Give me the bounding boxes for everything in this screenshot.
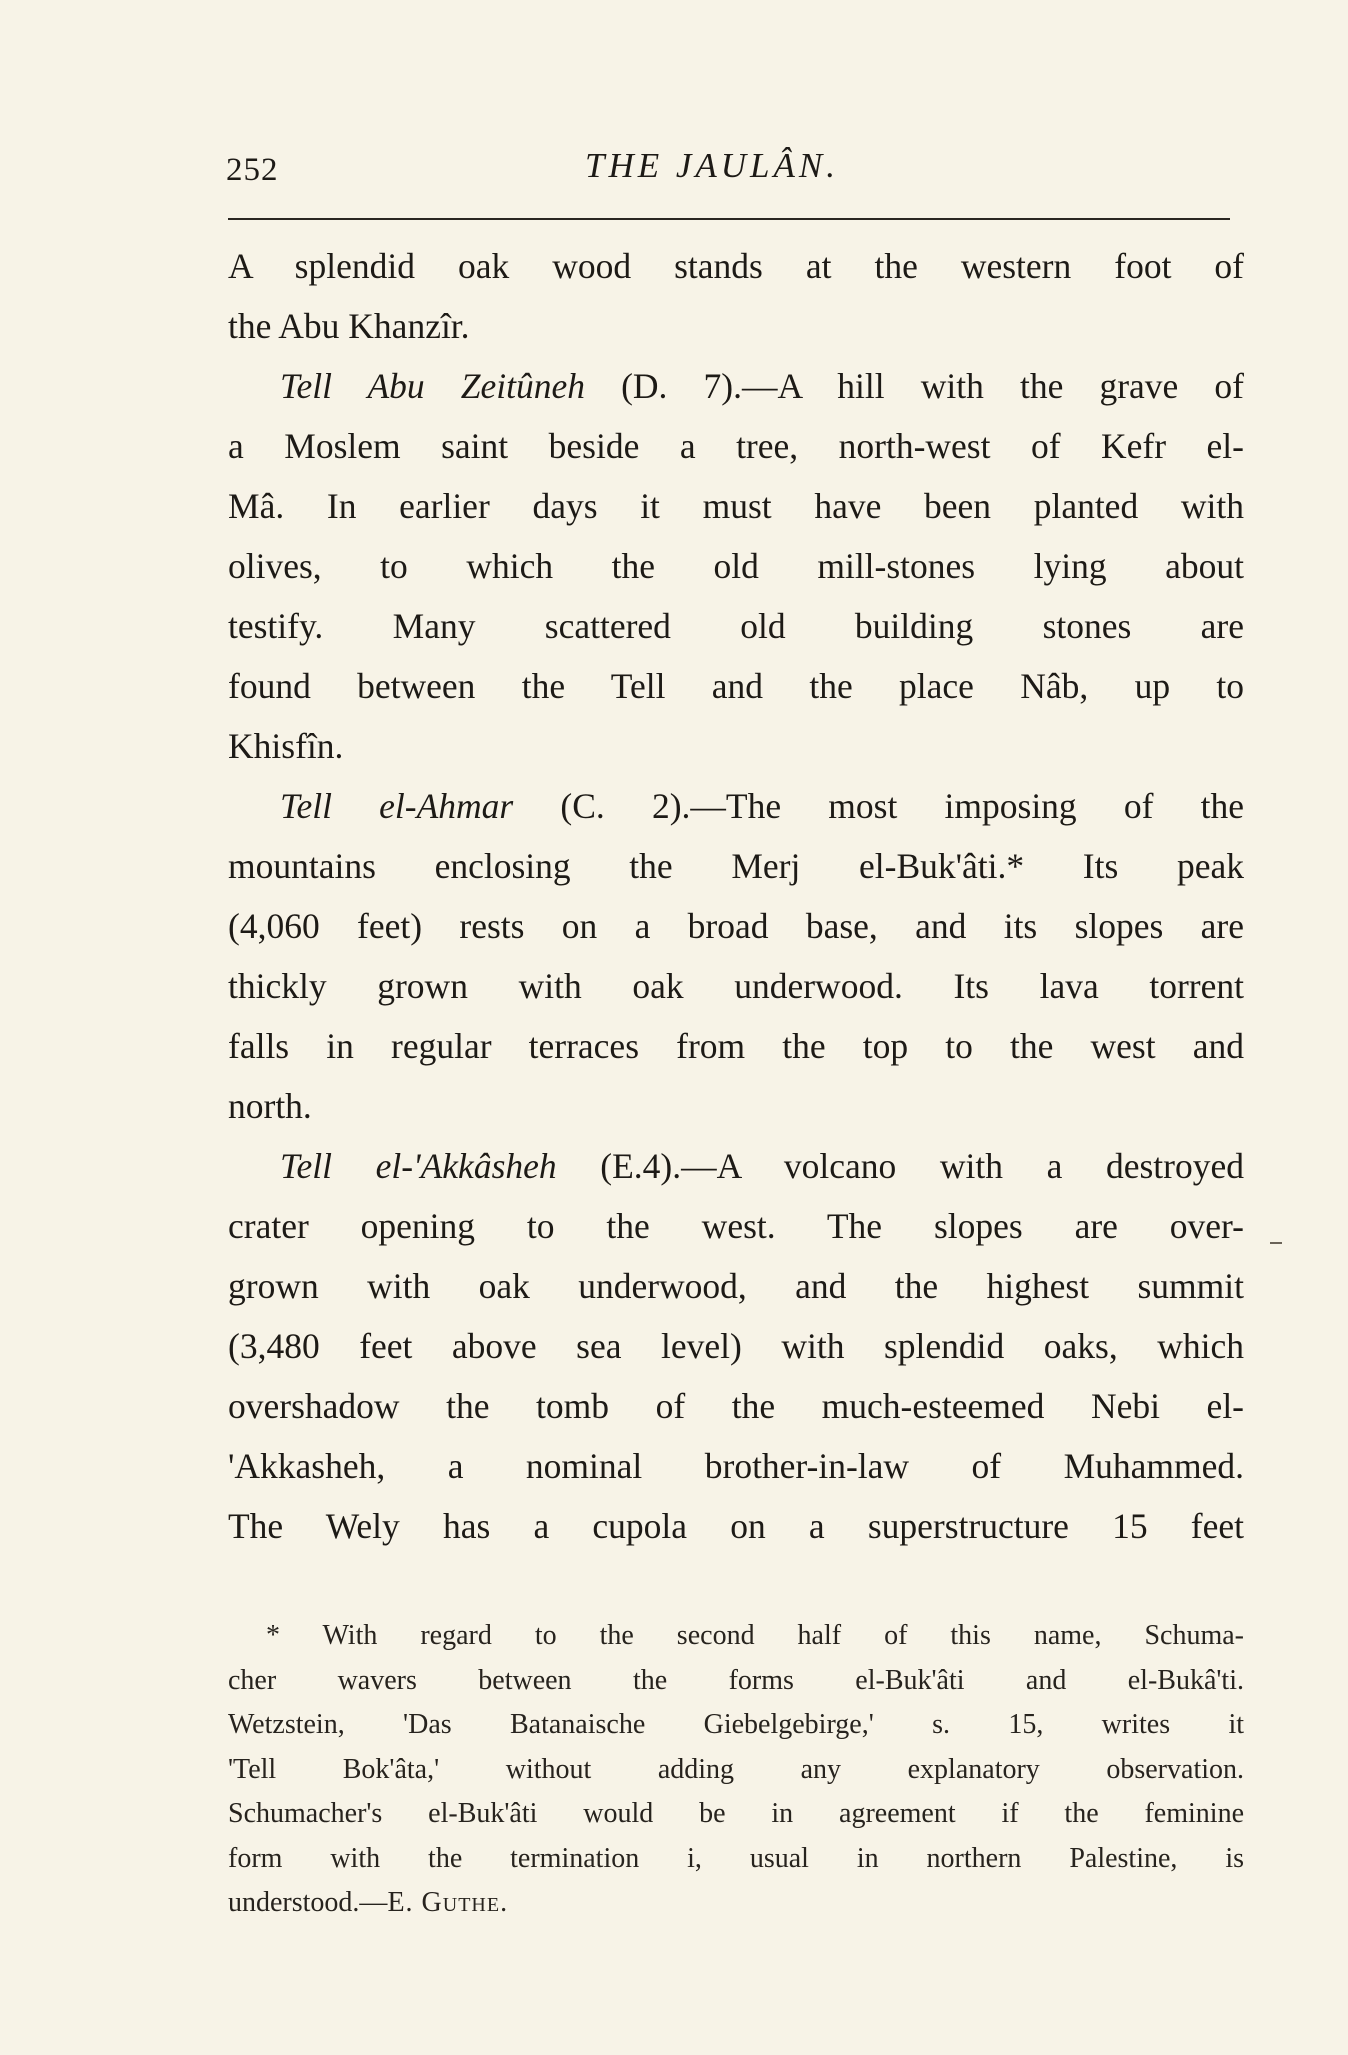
text-line: falls in regular terraces from the top to the west and — [228, 1026, 1244, 1066]
entry-tell-abu-zeituneh — [228, 356, 1244, 416]
footnote-line: form with the termination i, usual in northern Palestine, is — [228, 1842, 1244, 1874]
text-line: a Moslem saint beside a tree, north-west of Kefr el- — [228, 426, 1244, 466]
body-text — [228, 236, 1244, 1556]
text-line: (3,480 feet above sea level) with splendid oaks, which — [228, 1326, 1244, 1366]
text-line: The Wely has a cupola on a superstructure 15 feet — [228, 1506, 1244, 1546]
entry-text: (C. 2).—The most imposing of the — [513, 786, 1244, 826]
text-line: found between the Tell and the place Nâb, up to — [228, 666, 1244, 706]
text-line: the Abu Khanzîr. — [228, 306, 470, 346]
text-line: (4,060 feet) rests on a broad base, and its slopes are — [228, 906, 1244, 946]
text-line: Khisfîn. — [228, 726, 344, 766]
entry-heading: Tell el-'Akkâsheh — [280, 1146, 557, 1186]
text-line: 'Akkasheh, a nominal brother-in-law of Muhammed. — [228, 1446, 1244, 1486]
margin-mark — [1270, 1242, 1282, 1244]
text-line: crater opening to the west. The slopes are over- — [228, 1206, 1244, 1246]
text-line: olives, to which the old mill-stones lying about — [228, 546, 1244, 586]
footnote-line: Wetzstein, 'Das Batanaische Giebelgebirge,' s. 15, writes it — [228, 1709, 1244, 1740]
text-line: Mâ. In earlier days it must have been planted with — [228, 486, 1244, 526]
footnote-line: cher wavers between the forms el-Buk'âti and el-Bukâ'ti. — [228, 1664, 1244, 1696]
entry-tell-el-ahmar — [228, 776, 1244, 836]
text-line: A splendid oak wood stands at the western foot of — [228, 246, 1244, 286]
footnote-text: understood.— — [228, 1887, 388, 1918]
text-line: mountains enclosing the Merj el-Buk'âti.* Its peak — [228, 846, 1244, 886]
footnote-line: Schumacher's el-Buk'âti would be in agreement if the feminine — [228, 1798, 1244, 1829]
footnote — [228, 1614, 1244, 1926]
footnote-line — [228, 1881, 1244, 1926]
entry-tell-el-akkasheh — [228, 1136, 1244, 1196]
header-rule — [228, 218, 1230, 220]
entry-heading: Tell Abu Zeitûneh — [280, 366, 585, 406]
entry-text: (D. 7).—A hill with the grave of — [584, 366, 1244, 406]
footnote-line: 'Tell Bok'âta,' without adding any explanatory observation. — [228, 1753, 1244, 1785]
entry-text: (E.4).—A volcano with a destroyed — [556, 1146, 1244, 1186]
entry-heading: Tell el-Ahmar — [280, 786, 514, 826]
text-line: overshadow the tomb of the much-esteemed Nebi el- — [228, 1386, 1244, 1426]
page-number: 252 — [226, 152, 279, 188]
text-line: grown with oak underwood, and the highest summit — [228, 1266, 1244, 1306]
footnote-author: E. Guthe. — [387, 1887, 509, 1918]
text-line: thickly grown with oak underwood. Its lava torrent — [228, 966, 1244, 1006]
text-line: north. — [228, 1086, 312, 1126]
footnote-line: * With regard to the second half of this name, Schuma- — [266, 1620, 1244, 1651]
text-line: testify. Many scattered old building stones are — [228, 606, 1244, 646]
running-head: THE JAULÂN. — [585, 146, 839, 185]
